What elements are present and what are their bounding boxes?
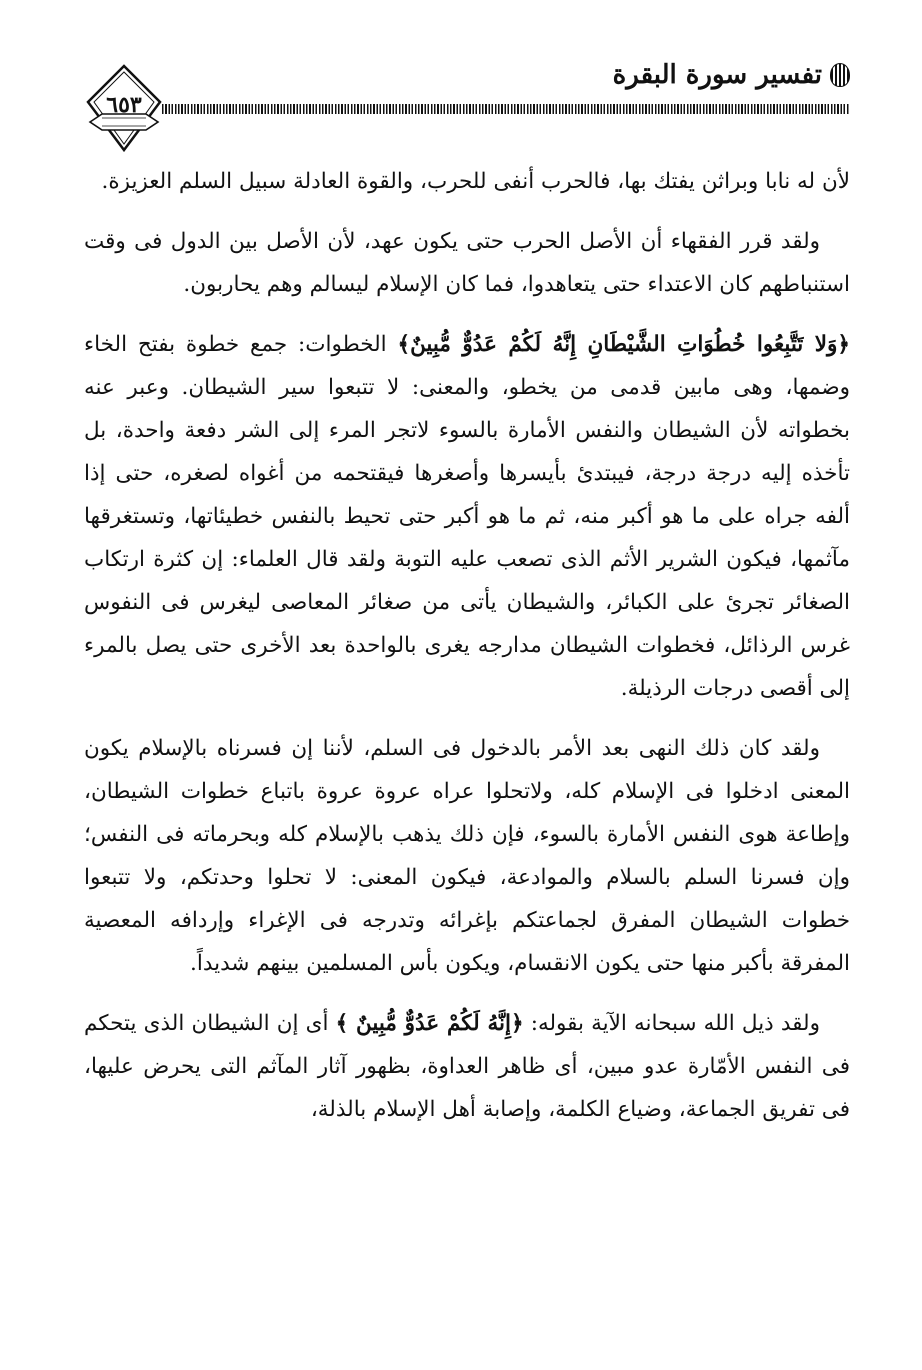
page-title: تفسير سورة البقرة xyxy=(612,60,822,90)
title-block xyxy=(613,60,850,90)
paragraph-text: أى إن الشيطان الذى يتحكم فى النفس الأمّارة عدو مبين، أى ظاهر العداوة، بظهور آثار المآثم التى يحرض عليها، فى تفريق الجماعة، وضياع الكلمة، وإصابة أهل الإسلام بالذلة، xyxy=(84,1011,850,1122)
page-header xyxy=(84,56,850,156)
paragraph xyxy=(84,727,850,985)
paragraph xyxy=(84,1002,850,1131)
ornament-icon xyxy=(830,63,850,87)
paragraph-text: ولقد كان ذلك النهى بعد الأمر بالدخول فى السلم، لأننا إن فسرناه بالإسلام يكون المعنى ادخلوا فى الإسلام كله، ولاتحلوا عراه عروة عروة باتباع خطوات الشيطان، وإطاعة هوى النفس الأمارة بالسوء، فإن ذلك يذهب بالإسلام كله وبحرماته فى النفس؛ وإن فسرنا السلم بالسلام والموادعة، فيكون المعنى: لا تحلوا وحدتكم، ولا تتبعوا خطوات الشيطان المفرق لجماعتكم بإغرائه وتدرجه فى الإغراء وإردافه المعصية المفرقة بأكبر منها حتى يكون الانقسام، ويكون بأس المسلمين بينهم شديداً. xyxy=(84,736,850,976)
paragraph-text: الخطوات: جمع خطوة بفتح الخاء وضمها، وهى مابين قدمى من يخطو، والمعنى: لا تتبعوا سير الشيطان. وعبر عنه بخطواته لأن الشيطان والنفس الأمارة بالسوء لاتجر المرء إلى الشر دفعة واحدة، بل تأخذه إليه درجة درجة، فيبتدئ بأيسرها وأصغرها فيقتحمه من أغواه لصغره، حتى إذا ألفه جراه على ما هو أكبر منه، ثم ما هو أكبر حتى تحيط بالنفس خطيئاتها، وتستغرقها مآثمها، فيكون الشرير الأثم الذى تصعب عليه التوبة ولقد قال العلماء: إن كثرة ارتكاب الصغائر تجرئ على الكبائر، والشيطان يأتى من صغائر المعاصى ليغرس فى النفوس غرس الرذائل، فخطوات الشيطان مدارجه يغرى بالواحدة بعد الأخرى حتى يصل بالمرء إلى أقصى درجات الرذيلة. xyxy=(84,332,851,701)
page-number-badge xyxy=(84,62,164,154)
paragraph-text: لأن له نابا وبراثن يفتك بها، فالحرب أنفى للحرب، والقوة العادلة سبيل السلم العزيزة. xyxy=(101,169,850,194)
quran-verse: ﴿وَلا تَتَّبِعُوا خُطُوَاتِ الشَّيْطَانِ إِنَّهُ لَكُمْ عَدُوٌّ مُّبِينٌ﴾ xyxy=(397,332,851,357)
page-number: ٦٥٣ xyxy=(106,92,142,118)
paragraph xyxy=(84,160,850,203)
paragraph xyxy=(84,323,850,710)
body-text xyxy=(84,160,850,1148)
paragraph xyxy=(84,220,850,306)
header-rule xyxy=(162,104,850,114)
paragraph-text: ولقد قرر الفقهاء أن الأصل الحرب حتى يكون عهد، لأن الأصل بين الدول فى وقت استنباطهم كان الاعتداء حتى يتعاهدوا، فما كان الإسلام ليسالم وهم يحاربون. xyxy=(84,229,850,297)
paragraph-text: ولقد ذيل الله سبحانه الآية بقوله: xyxy=(523,1011,820,1036)
quran-verse: ﴿إِنَّهُ لَكُمْ عَدُوٌّ مُّبِينٌ ﴾ xyxy=(335,1011,524,1036)
